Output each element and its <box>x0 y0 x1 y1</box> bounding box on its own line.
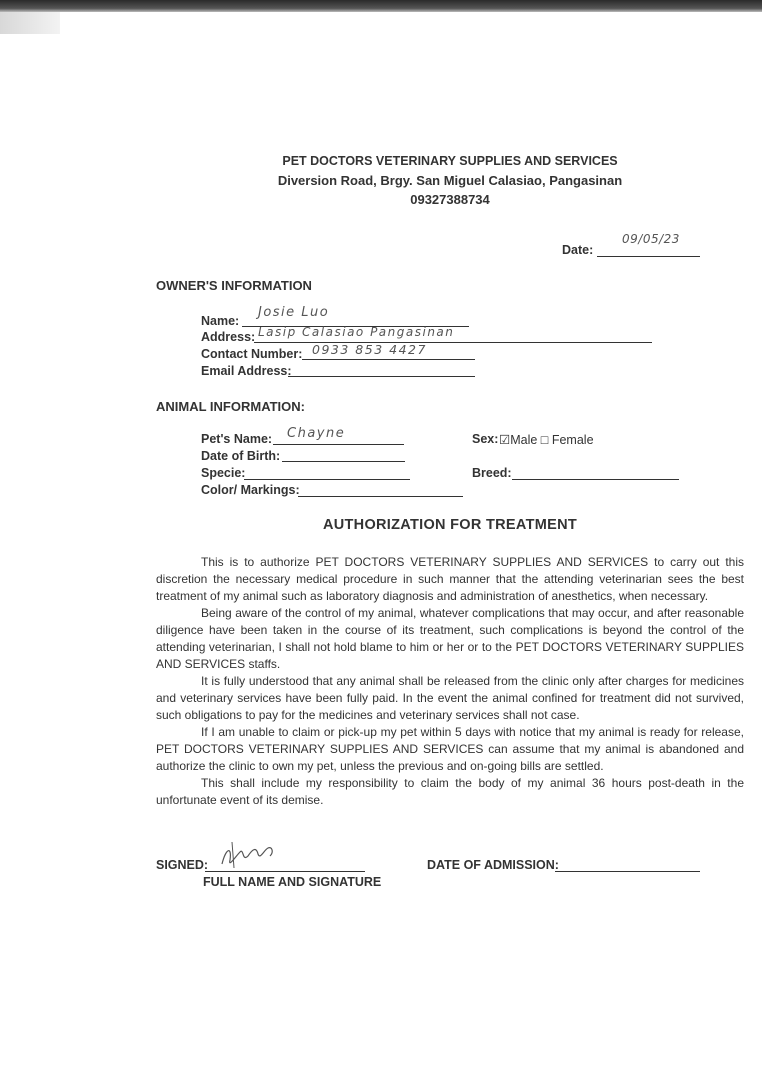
color-markings-label: Color/ Markings: <box>201 483 300 497</box>
clinic-name: PET DOCTORS VETERINARY SUPPLIES AND SERVICES <box>282 154 618 168</box>
signed-label: SIGNED: <box>156 858 209 872</box>
email-line[interactable] <box>288 376 475 377</box>
contact-number-value: 0933 853 4427 <box>312 342 427 357</box>
specie-line[interactable] <box>244 479 410 480</box>
date-line[interactable] <box>597 256 700 257</box>
sex-male-checkbox[interactable]: ☑ <box>499 433 511 447</box>
contact-number-line[interactable] <box>302 359 475 360</box>
date-value: 09/05/23 <box>622 232 680 246</box>
authorization-paragraph: It is fully understood that any animal shall be released from the clinic only after charges for medicines and veterinary services have been fully paid. In the event the animal confined for treatment did not survived, such obligations to pay for the medicines and veterinary services shall not case. <box>156 674 744 722</box>
email-label: Email Address: <box>201 364 292 378</box>
dob-label: Date of Birth: <box>201 449 281 463</box>
full-name-signature-caption: FULL NAME AND SIGNATURE <box>203 875 382 889</box>
authorization-title: AUTHORIZATION FOR TREATMENT <box>322 517 578 533</box>
date-of-admission-label: DATE OF ADMISSION: <box>427 858 559 872</box>
authorization-paragraph: If I am unable to claim or pick-up my pet within 5 days with notice that my animal is ready for release, PET DOCTORS VETERINARY SUPPLIES AND SERVICES can assume that my animal is abandoned and authorize the clinic to own my pet, unless the previous and on-going bills are settled. <box>156 725 744 773</box>
authorization-body <box>156 554 744 809</box>
pet-name-value: Chayne <box>287 426 346 441</box>
pet-name-line[interactable] <box>273 444 404 445</box>
signature-scribble <box>218 838 278 870</box>
dob-line[interactable] <box>282 461 405 462</box>
pet-name-label: Pet's Name: <box>201 432 273 446</box>
color-markings-line[interactable] <box>298 496 463 497</box>
sex-female-checkbox[interactable]: □ <box>540 433 549 447</box>
clinic-header <box>200 152 700 209</box>
sex-male-label: Male <box>510 433 538 447</box>
authorization-paragraph: This shall include my responsibility to claim the body of my animal 36 hours post-death in the unfortunate event of its demise. <box>156 776 744 807</box>
sex-options <box>499 432 594 447</box>
specie-label: Specie: <box>201 466 246 480</box>
date-of-admission-line[interactable] <box>555 871 700 872</box>
clinic-address: Diversion Road, Brgy. San Miguel Calasiao, Pangasinan <box>277 173 623 188</box>
owner-section-title: OWNER'S INFORMATION <box>156 278 312 293</box>
clinic-phone: 09327388734 <box>410 192 490 207</box>
owner-address-label: Address: <box>201 330 256 344</box>
sex-label: Sex: <box>472 432 499 446</box>
signature-line[interactable] <box>205 871 365 872</box>
owner-address-value: Lasip Calasiao Pangasinan <box>258 325 455 339</box>
date-label: Date: <box>562 243 594 257</box>
authorization-paragraph: Being aware of the control of my animal, whatever complications that may occur, and after reasonable diligence have been taken in the course of its treatment, such complications is beyond the control of the attending veterinarian, I shall not hold blame to him or her or to the PET DOCTORS VETERINARY SUPPLIES AND SERVICES staffs. <box>156 606 744 671</box>
sex-female-label: Female <box>551 433 594 447</box>
animal-section-title: ANIMAL INFORMATION: <box>156 399 305 414</box>
breed-line[interactable] <box>512 479 679 480</box>
breed-label: Breed: <box>472 466 512 480</box>
owner-name-label: Name: <box>201 314 240 328</box>
owner-name-value: Josie Luo <box>258 305 330 320</box>
authorization-paragraph: This is to authorize PET DOCTORS VETERINARY SUPPLIES AND SERVICES to carry out this discretion the necessary medical procedure in such manner that the attending veterinarian sees the best treatment of my animal such as laboratory diagnosis and administration of anesthetics, when necessary. <box>156 555 744 603</box>
contact-number-label: Contact Number: <box>201 347 303 361</box>
